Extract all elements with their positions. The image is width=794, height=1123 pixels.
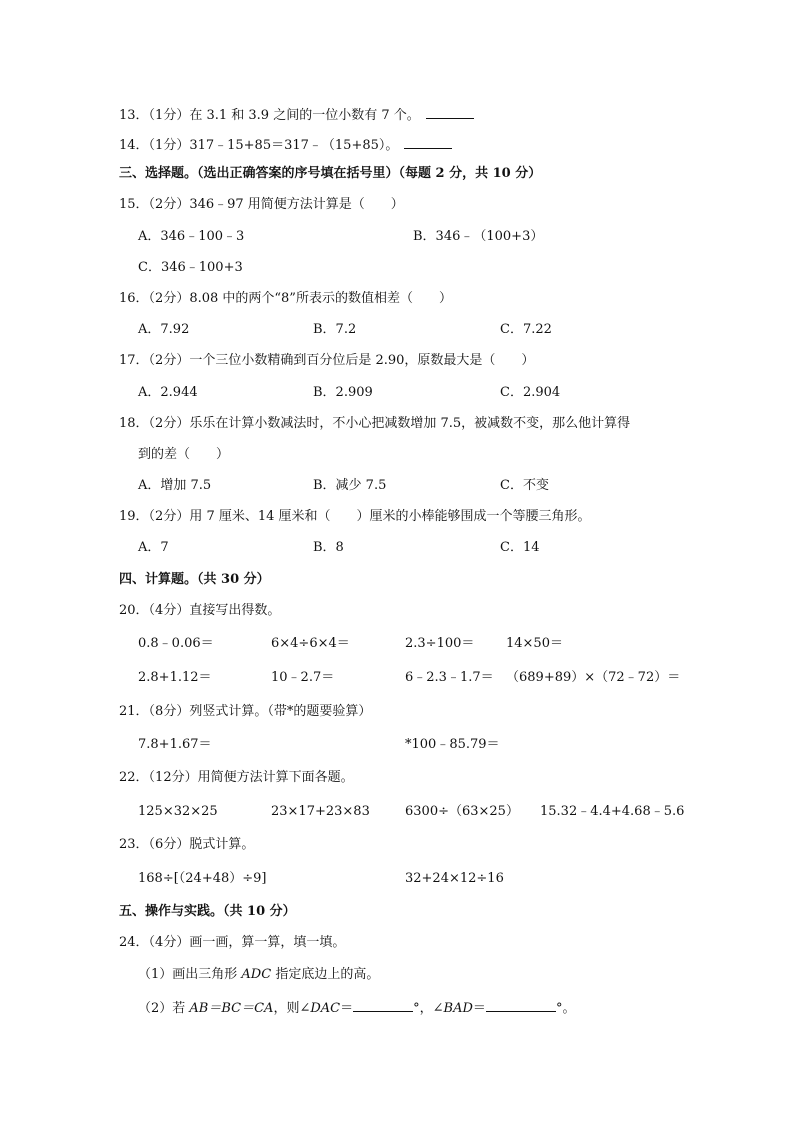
calc-item: 7.8+1.67＝	[138, 737, 212, 752]
section-5-heading: 五、操作与实践。（共 10 分）	[119, 904, 296, 919]
part-2-then: ，则∠	[273, 1001, 311, 1016]
section-3-heading: 三、选择题。（选出正确答案的序号填在括号里）（每题 2 分，共 10 分）	[119, 166, 542, 181]
calc-item: 0.8﹣0.06＝	[138, 636, 214, 651]
option-17-b[interactable]: B．2.909	[313, 385, 373, 400]
question-15-stem: 15．（2分）346﹣97 用简便方法计算是（ ）	[119, 197, 404, 212]
triangle-label: ADC	[241, 967, 272, 982]
answer-blank-bad[interactable]	[486, 997, 556, 1012]
option-19-a[interactable]: A．7	[138, 540, 169, 555]
angle-bad-label: BAD	[443, 1001, 473, 1016]
question-19-stem: 19．（2分）用 7 厘米、14 厘米和（ ）厘米的小棒能够围成一个等腰三角形。	[119, 509, 591, 524]
option-15-b[interactable]: B．346﹣（100+3）	[413, 229, 544, 244]
calc-item: 6×4÷6×4＝	[271, 636, 350, 651]
calc-item: 6300÷（63×25）	[405, 804, 519, 819]
calc-item: 23×17+23×83	[271, 804, 370, 819]
calc-item: 168÷[（24+48）÷9]	[138, 871, 267, 886]
question-18-stem-cont: 到的差（ ）	[138, 447, 230, 462]
calc-item: （689+89）×（72﹣72）＝	[506, 670, 681, 685]
question-13	[119, 104, 474, 125]
calc-item: 32+24×12÷16	[405, 871, 504, 886]
option-19-b[interactable]: B．8	[313, 540, 344, 555]
calc-item: *100﹣85.79＝	[405, 737, 500, 752]
question-23-stem: 23．（6分）脱式计算。	[119, 837, 255, 852]
option-18-c[interactable]: C．不变	[500, 478, 549, 493]
question-13-text: 13．（1分）在 3.1 和 3.9 之间的一位小数有 7 个。	[119, 108, 420, 123]
question-21-stem: 21．（8分）列竖式计算。（带*的题要验算）	[119, 704, 372, 719]
part-2-prefix: （2）若	[138, 1001, 186, 1016]
calc-item: 2.3÷100＝	[405, 636, 475, 651]
calc-item: 125×32×25	[138, 804, 218, 819]
calc-item: 6﹣2.3﹣1.7＝	[405, 670, 494, 685]
question-17-stem: 17．（2分）一个三位小数精确到百分位后是 2.90，原数最大是（ ）	[119, 353, 535, 368]
part-1-prefix: （1）画出三角形	[138, 967, 238, 982]
answer-blank-dac[interactable]	[353, 997, 413, 1012]
option-19-c[interactable]: C．14	[500, 540, 540, 555]
option-18-b[interactable]: B．减少 7.5	[313, 478, 387, 493]
section-4-heading: 四、计算题。（共 30 分）	[119, 572, 270, 587]
angle-dac-label: DAC	[310, 1001, 341, 1016]
option-18-a[interactable]: A．增加 7.5	[138, 478, 212, 493]
question-24-part-1	[138, 966, 379, 984]
calc-item: 2.8+1.12＝	[138, 670, 212, 685]
question-14-text: 14．（1分）317﹣15+85＝317﹣（15+85）。	[119, 138, 399, 153]
option-16-c[interactable]: C．7.22	[500, 322, 552, 337]
option-16-b[interactable]: B．7.2	[313, 322, 357, 337]
option-16-a[interactable]: A．7.92	[138, 322, 190, 337]
equal-sides-label: AB＝BC＝CA	[189, 1001, 274, 1016]
question-16-stem: 16．（2分）8.08 中的两个“8”所表示的数值相差（ ）	[119, 291, 452, 306]
question-22-stem: 22．（12分）用简便方法计算下面各题。	[119, 770, 354, 785]
answer-blank-14[interactable]	[404, 134, 452, 149]
part-2-equals-2: ＝	[472, 1001, 486, 1016]
option-15-c[interactable]: C．346﹣100+3	[138, 260, 243, 275]
part-2-equals: ＝	[340, 1001, 354, 1016]
option-17-a[interactable]: A．2.944	[138, 385, 198, 400]
part-1-suffix: 指定底边上的高。	[275, 967, 380, 982]
option-17-c[interactable]: C．2.904	[500, 385, 561, 400]
part-2-degree-2: °。	[555, 1001, 576, 1016]
question-14	[119, 134, 452, 155]
option-15-a[interactable]: A．346﹣100﹣3	[138, 229, 245, 244]
calc-item: 10﹣2.7＝	[271, 670, 335, 685]
calc-item: 14×50＝	[506, 636, 563, 651]
answer-blank-13[interactable]	[426, 104, 474, 119]
question-18-stem: 18．（2分）乐乐在计算小数减法时，不小心把减数增加 7.5，被减数不变，那么他计算得	[119, 416, 631, 431]
question-24-part-2	[138, 997, 575, 1018]
calc-item: 15.32﹣4.4+4.68﹣5.6	[540, 804, 685, 819]
question-20-stem: 20．（4分）直接写出得数。	[119, 603, 281, 618]
part-2-degree-1: °，∠	[413, 1001, 444, 1016]
question-24-stem: 24．（4分）画一画，算一算，填一填。	[119, 935, 346, 950]
